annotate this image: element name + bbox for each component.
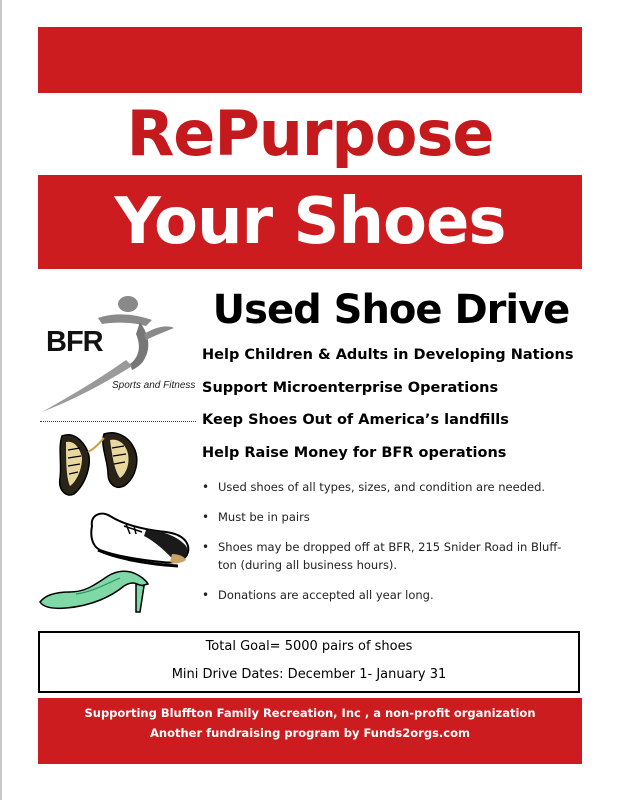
detail-item: • Used shoes of all types, sizes, and condition are needed. [218,478,574,496]
page-edge-line [0,0,2,800]
top-red-band [38,27,582,93]
footer-supporting-text: Supporting Bluffton Family Recreation, Inc , a non-profit organization [84,706,536,720]
goal-item: Help Children & Adults in Developing Nations [202,347,574,363]
green-high-heel-icon [36,566,156,614]
goal-item: Support Microenterprise Operations [202,379,499,396]
detail-item: • Shoes may be dropped off at BFR, 215 Snider Road in Bluff-ton (during all business hours). [218,538,574,574]
dotted-separator [40,421,196,422]
detail-item: • Must be in pairs [218,508,574,526]
total-goal-text: Total Goal= 5000 pairs of shoes [205,639,413,654]
sneakers-icon [52,428,152,500]
mini-drive-dates-text: Mini Drive Dates: December 1- January 31 [171,667,447,682]
goal-box [38,631,580,693]
goal-item: Keep Shoes Out of America’s landfills [202,412,509,428]
footer-program-text: Another fundraising program by Funds2orgs.com [150,726,470,740]
details-list [218,478,574,616]
headline-repurpose: RePurpose [126,97,494,170]
oxford-shoe-icon [86,506,192,570]
drive-title: Used Shoe Drive [212,287,570,333]
headline-your-shoes: Your Shoes [114,185,506,259]
logo-subtext: Sports and Fitness [112,380,196,391]
goals-list [202,344,573,474]
logo-text: BFR [46,326,103,358]
detail-item: • Donations are accepted all year long. [218,586,574,604]
bfr-logo [40,294,196,414]
goal-item: Help Raise Money for BFR operations [202,444,507,461]
